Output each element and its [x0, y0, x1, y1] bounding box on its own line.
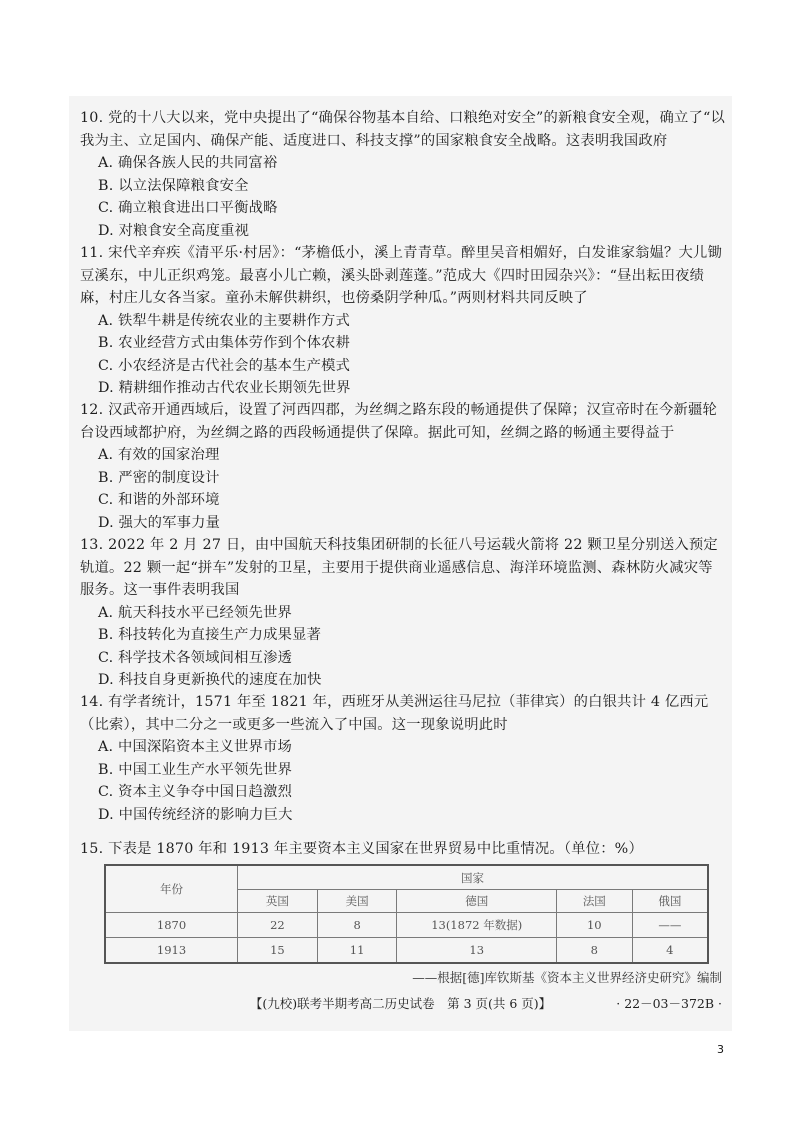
value-cell: 10: [556, 913, 632, 938]
year-cell: 1870: [105, 913, 238, 938]
option-a: A. 航天科技水平已经领先世界: [98, 604, 292, 621]
question-stem: 15. 下表是 1870 年和 1913 年主要资本主义国家在世界贸易中比重情况。（单位：%）: [80, 841, 643, 857]
trade-share-table: [104, 864, 709, 964]
option-a: A. 确保各族人民的共同富裕: [98, 155, 278, 171]
question-13: [80, 534, 726, 692]
country-cell: 德国: [397, 890, 557, 913]
value-cell: 4: [632, 938, 708, 964]
option-b: B. 以立法保障粮食安全: [98, 177, 249, 194]
option-d: D. 科技自身更新换代的速度在加快: [98, 672, 322, 688]
question-stem: 12. 汉武帝开通西域后，设置了河西四郡，为丝绸之路东段的畅通提供了保障；汉宣帝时在今新疆轮台设西域都护府，为丝绸之路的西段畅通提供了保障。据此可知，丝绸之路的畅通主要得益于: [80, 402, 717, 441]
value-cell: 22: [238, 913, 318, 938]
option-d: D. 对粮食安全高度重视: [98, 222, 250, 239]
value-cell: 15: [238, 938, 318, 964]
country-header: 国家: [238, 865, 708, 890]
question-stem: 10. 党的十八大以来，党中央提出了“确保谷物基本自给、口粮绝对安全”的新粮食安全观，确立了“以我为主、立足国内、确保产能、适度进口、科技支撑”的国家粮食安全战略。这表明我国政府: [80, 110, 725, 149]
question-stem: 13. 2022 年 2 月 27 日，由中国航天科技集团研制的长征八号运载火箭将 22 颗卫星分别送入预定轨道。22 颗一起“拼车”发射的卫星，主要用于提供商业遥感信息、海洋环境监测、森林防火减灾等服务。这一事件表明我国: [80, 537, 718, 598]
table-row: [105, 938, 708, 964]
question-12: [80, 399, 726, 534]
table-row: [105, 913, 708, 938]
option-d: D. 强大的军事力量: [98, 514, 221, 531]
page-number: 3: [717, 1043, 724, 1056]
option-c: C. 资本主义争夺中国日趋激烈: [98, 784, 293, 800]
value-cell: 11: [317, 938, 397, 964]
question-14: [80, 691, 726, 826]
country-cell: 俄国: [632, 890, 708, 913]
value-cell: 13: [397, 938, 557, 964]
option-b: B. 科技转化为直接生产力成果显著: [98, 627, 322, 643]
question-10: [80, 107, 726, 242]
option-d: D. 精耕细作推动古代农业长期领先世界: [98, 380, 351, 396]
exam-page: [69, 96, 732, 1031]
value-cell: 13(1872 年数据): [397, 913, 557, 938]
option-a: A. 中国深陷资本主义世界市场: [98, 739, 292, 755]
option-b: B. 中国工业生产水平领先世界: [98, 761, 293, 778]
option-c: C. 科学技术各领域间相互渗透: [98, 649, 293, 666]
question-stem: 14. 有学者统计，1571 年至 1821 年，西班牙从美洲运往马尼拉（菲律宾）的白银共计 4 亿西元（比索），其中二分之一或更多一些流入了中国。这一现象说明此时: [80, 694, 709, 733]
country-cell: 英国: [238, 890, 318, 913]
table-source: ——根据[德]库钦斯基《资本主义世界经济史研究》编制: [412, 970, 722, 985]
page-footer: [69, 994, 732, 1012]
option-a: A. 有效的国家治理: [98, 447, 220, 463]
option-b: B. 严密的制度设计: [98, 469, 220, 486]
question-11: [80, 242, 726, 400]
option-c: C. 和谐的外部环境: [98, 492, 220, 508]
footer-text: 【(九校)联考半期考高二历史试卷 第 3 页(共 6 页)】: [249, 996, 552, 1011]
option-a: A. 铁犁牛耕是传统农业的主要耕作方式: [98, 312, 350, 329]
year-cell: 1913: [105, 938, 238, 964]
option-c: C. 小农经济是古代社会的基本生产模式: [98, 357, 351, 374]
question-15: [80, 838, 726, 861]
country-cell: 法国: [556, 890, 632, 913]
footer-code: · 22－03－372B ·: [616, 996, 722, 1011]
country-cell: 美国: [317, 890, 397, 913]
option-b: B. 农业经营方式由集体劳作到个体农耕: [98, 335, 351, 351]
option-c: C. 确立粮食进出口平衡战略: [98, 200, 278, 216]
question-stem: 11. 宋代辛弃疾《清平乐·村居》：“茅檐低小，溪上青青草。醉里吴音相媚好，白发谁家翁媪？大儿锄豆溪东，中儿正织鸡笼。最喜小儿亡赖，溪头卧剥莲蓬。”范成大《四时田园杂兴》：“昼出耘田夜绩麻，村庄儿女各当家。童孙未解供耕织，也傍桑阴学种瓜。”两则材料共同反映了: [80, 245, 723, 306]
value-cell: ——: [632, 913, 708, 938]
option-d: D. 中国传统经济的影响力巨大: [98, 806, 293, 823]
year-header: 年份: [105, 865, 238, 913]
value-cell: 8: [317, 913, 397, 938]
value-cell: 8: [556, 938, 632, 964]
